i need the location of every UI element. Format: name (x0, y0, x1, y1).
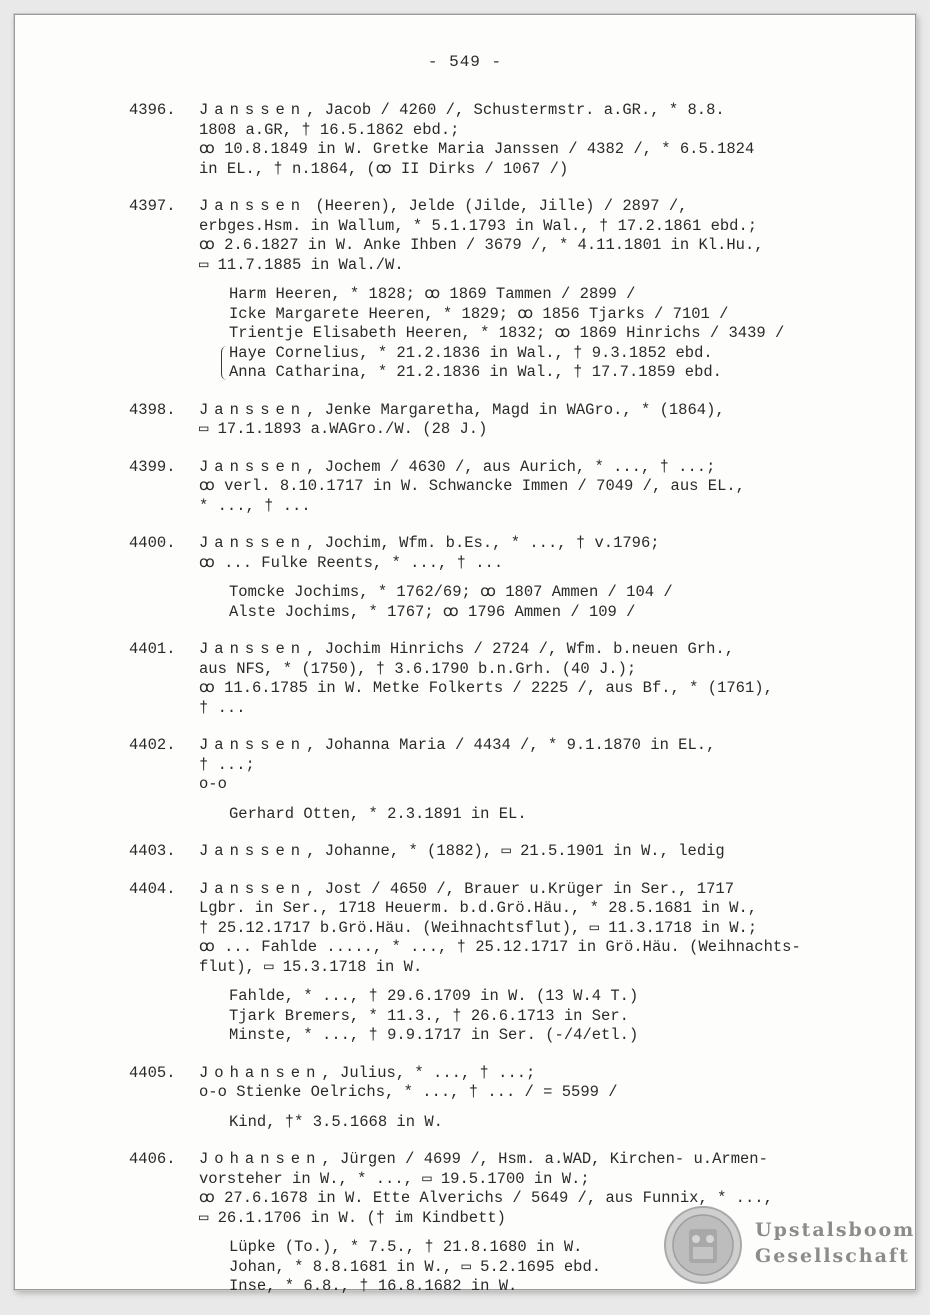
entry-number: 4406. (129, 1150, 176, 1168)
entry-number: 4400. (129, 534, 176, 552)
entry-line: Lgbr. in Ser., 1718 Heuerm. b.d.Grö.Häu., * 28.5.1681 in W., (199, 899, 758, 917)
entry-text: , Jochim, Wfm. b.Es., * ..., † v.1796; (306, 534, 660, 552)
entry-number: 4405. (129, 1063, 176, 1082)
entry-number: 4401. (129, 640, 176, 658)
surname: Janssen (199, 842, 307, 860)
surname: Janssen (199, 736, 307, 754)
entry-line: ▭ 26.1.1706 in W. († im Kindbett) (199, 1208, 506, 1227)
entry-number: 4404. (129, 879, 176, 898)
entry-line: ꝏ 11.6.1785 in W. Metke Folkerts / 2225 /, aus Bf., * (1761), (199, 679, 773, 697)
entry-body (199, 1064, 869, 1133)
entry-body (199, 736, 869, 824)
entry-number: 4403. (129, 842, 176, 860)
entry-line: † 25.12.1717 b.Grö.Häu. (Weihnachtsflut), ▭ 11.3.1718 in W.; (199, 918, 758, 937)
child-line: Johan, * 8.8.1681 in W., ▭ 5.2.1695 ebd. (229, 1257, 602, 1276)
child-line: Gerhard Otten, * 2.3.1891 in EL. (229, 804, 527, 823)
entry-line: * ..., † ... (199, 496, 311, 515)
entry-line: erbges.Hsm. in Wallum, * 5.1.1793 in Wal., † 17.2.1861 ebd.; (199, 216, 758, 235)
entry-line (199, 640, 869, 660)
genealogy-entry (129, 197, 869, 383)
watermark-text (755, 1217, 915, 1269)
entry-number: 4402. (129, 736, 176, 754)
entry-line: † ...; (199, 755, 255, 774)
genealogy-entry (129, 640, 869, 718)
entry-body (199, 880, 869, 1046)
genealogy-entry (129, 534, 869, 622)
entry-text: , Julius, * ..., † ...; (321, 1063, 536, 1082)
entry-text: , Jochem / 4630 /, aus Aurich, * ..., † ...; (306, 457, 716, 476)
entry-text: (Heeren), Jelde (Jilde, Jille) / 2897 /, (306, 197, 688, 215)
children-list (229, 987, 869, 1046)
entry-text: , Jochim Hinrichs / 2724 /, Wfm. b.neuen Grh., (306, 640, 734, 658)
entry-text: , Jacob / 4260 /, Schustermstr. a.GR., * 8.8. (306, 101, 725, 119)
entry-number: 4399. (129, 457, 176, 476)
child-line: Minste, * ..., † 9.9.1717 in Ser. (-/4/etl.) (229, 1026, 639, 1044)
twins-group (229, 344, 869, 383)
surname: Janssen (199, 640, 307, 658)
child-line: Tjark Bremers, * 11.3., † 26.6.1713 in Ser. (229, 1006, 629, 1025)
entry-line: ꝏ ... Fulke Reents, * ..., † ... (199, 553, 504, 572)
entry-body (199, 842, 869, 862)
surname: Janssen (199, 457, 307, 476)
genealogy-entry (129, 458, 869, 517)
entry-line: ꝏ ... Fahlde ....., * ..., † 25.12.1717 in Grö.Häu. (Weihnachts- (199, 938, 801, 956)
entry-body (199, 401, 869, 440)
surname: Janssen (199, 534, 307, 552)
entry-line: vorsteher in W., * ..., ▭ 19.5.1700 in W.; (199, 1169, 590, 1188)
entry-line: o-o Stienke Oelrichs, * ..., † ... / = 5599 / (199, 1083, 618, 1101)
entry-number: 4396. (129, 101, 176, 119)
entry-line: ꝏ verl. 8.10.1717 in W. Schwancke Immen / 7049 /, aus EL., (199, 477, 745, 495)
entry-line (199, 534, 869, 554)
entry-line (199, 880, 869, 900)
surname: Johansen (199, 1150, 322, 1168)
children-list (229, 1113, 869, 1133)
entry-line: in EL., † n.1864, (ꝏ II Dirks / 1067 /) (199, 159, 569, 178)
entry-line (199, 736, 869, 756)
entry-line (199, 401, 869, 421)
genealogy-entry (129, 842, 869, 862)
entry-body (199, 458, 869, 517)
entry-line: ▭ 17.1.1893 a.WAGro./W. (28 J.) (199, 420, 488, 438)
watermark-line-1: Upstalsboom (755, 1219, 916, 1241)
twin-line: Haye Cornelius, * 21.2.1836 in Wal., † 9.3.1852 ebd. (229, 343, 713, 362)
child-line: Fahlde, * ..., † 29.6.1709 in W. (13 W.4 T.) (229, 987, 639, 1005)
entry-line: 1808 a.GR, † 16.5.1862 ebd.; (199, 120, 460, 139)
child-line: Trientje Elisabeth Heeren, * 1832; ꝏ 1869 Hinrichs / 3439 / (229, 324, 785, 342)
entry-number: 4397. (129, 197, 176, 215)
child-line: Tomcke Jochims, * 1762/69; ꝏ 1807 Ammen / 104 / (229, 583, 673, 601)
twin-line: Anna Catharina, * 21.2.1836 in Wal., † 17.7.1859 ebd. (229, 363, 722, 381)
genealogy-entry (129, 1064, 869, 1133)
entry-line: o-o (199, 775, 227, 793)
child-line: Lüpke (To.), * 7.5., † 21.8.1680 in W. (229, 1238, 583, 1256)
page-number: - 549 - (427, 53, 503, 71)
watermark-line-2: Gesellschaft (755, 1245, 910, 1267)
surname: Janssen (199, 879, 307, 898)
genealogy-entry (129, 401, 869, 440)
surname: Johansen (199, 1063, 322, 1082)
entry-line (199, 842, 869, 862)
surname: Janssen (199, 197, 307, 215)
entry-line: flut), ▭ 15.3.1718 in W. (199, 957, 423, 976)
entry-text: , Jürgen / 4699 /, Hsm. a.WAD, Kirchen- u.Armen- (321, 1150, 768, 1168)
entry-body (199, 640, 869, 718)
children-list (229, 805, 869, 825)
entry-body (199, 101, 869, 179)
entry-line (199, 1064, 869, 1084)
entry-line (199, 458, 869, 478)
entry-number: 4398. (129, 400, 176, 419)
entry-body (199, 534, 869, 622)
entry-text: , Jost / 4650 /, Brauer u.Krüger in Ser., 1717 (306, 879, 734, 898)
entry-line: ▭ 11.7.1885 in Wal./W. (199, 255, 404, 274)
child-line: Harm Heeren, * 1828; ꝏ 1869 Tammen / 2899 / (229, 285, 636, 303)
entry-text: , Johanne, * (1882), ▭ 21.5.1901 in W., ledig (306, 842, 725, 860)
child-line: Inse, * 6.8., † 16.8.1682 in W. (229, 1277, 518, 1295)
surname: Janssen (199, 400, 307, 419)
entry-line (199, 197, 869, 217)
entry-line: ꝏ 10.8.1849 in W. Gretke Maria Janssen / 4382 /, * 6.5.1824 (199, 140, 755, 158)
genealogy-entry (129, 880, 869, 1046)
genealogy-entry (129, 736, 869, 824)
entry-line: ꝏ 2.6.1827 in W. Anke Ihben / 3679 /, * 4.11.1801 in Kl.Hu., (199, 236, 764, 254)
entry-text: , Jenke Margaretha, Magd in WAGro., * (1864), (306, 400, 725, 419)
entry-line: † ... (199, 698, 246, 717)
entries-list (129, 101, 869, 1315)
entry-line (199, 101, 869, 121)
genealogy-entry (129, 101, 869, 179)
seal-icon (663, 1205, 743, 1285)
document-page (14, 14, 916, 1295)
brace-icon (221, 346, 228, 380)
children-list (229, 583, 869, 622)
entry-line: aus NFS, * (1750), † 3.6.1790 b.n.Grh. (40 J.); (199, 659, 637, 678)
child-line: Alste Jochims, * 1767; ꝏ 1796 Ammen / 109 / (229, 602, 636, 621)
entry-body (199, 197, 869, 383)
entry-text: , Johanna Maria / 4434 /, * 9.1.1870 in EL., (306, 736, 716, 754)
children-list (229, 285, 869, 383)
surname: Janssen (199, 101, 307, 119)
entry-line (199, 1150, 869, 1170)
child-line: Icke Margarete Heeren, * 1829; ꝏ 1856 Tjarks / 7101 / (229, 304, 729, 323)
child-line: Kind, †* 3.5.1668 in W. (229, 1112, 443, 1131)
entry-line: ꝏ 27.6.1678 in W. Ette Alverichs / 5649 /, aus Funnix, * ..., (199, 1189, 773, 1207)
